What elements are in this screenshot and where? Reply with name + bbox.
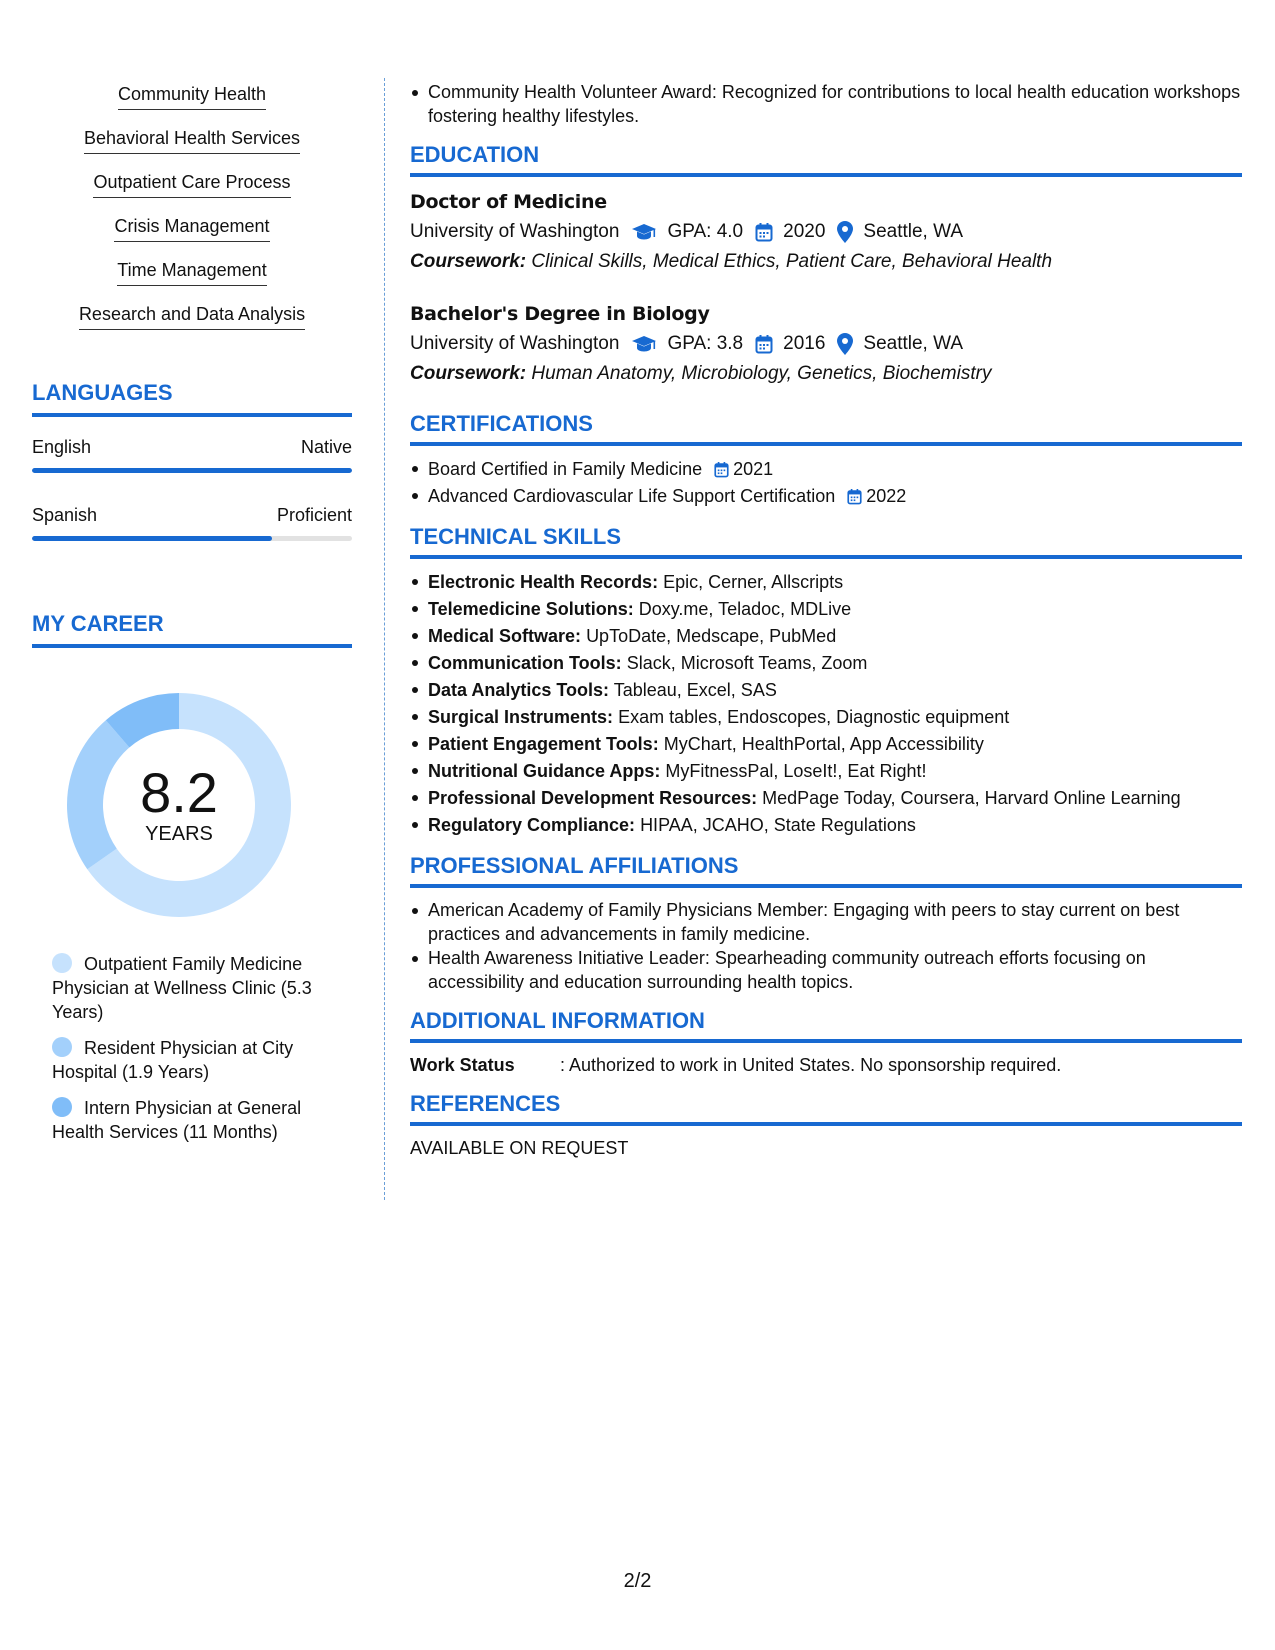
affiliations-section — [410, 853, 1242, 994]
language-item — [32, 435, 352, 473]
award-item: Community Health Volunteer Award: Recognized for contributions to local health education workshops fostering healthy lifestyles. — [410, 80, 1242, 128]
language-name: Spanish — [32, 505, 98, 525]
career-legend-item — [52, 1096, 342, 1144]
skill-label: Medical Software: — [428, 626, 582, 646]
legend-dot — [52, 1097, 72, 1117]
skill-label: Communication Tools: — [428, 653, 622, 673]
certifications-heading: CERTIFICATIONS — [410, 411, 1242, 446]
skill-label: Data Analytics Tools: — [428, 680, 610, 700]
work-status-row — [410, 1053, 1242, 1077]
degree-title: Bachelor's Degree in Biology — [410, 303, 710, 325]
skill-value: Epic, Cerner, Allscripts — [663, 572, 844, 592]
calendar-icon — [714, 461, 729, 478]
technical-skills-heading: TECHNICAL SKILLS — [410, 524, 1242, 559]
career-legend-item — [52, 1036, 342, 1084]
skill-tag: Time Management — [117, 258, 266, 286]
references-heading: REFERENCES — [410, 1091, 1242, 1126]
career-legend — [52, 952, 342, 1144]
certification-name: Advanced Cardiovascular Life Support Certification — [428, 486, 836, 506]
skill-label: Surgical Instruments: — [428, 707, 614, 727]
skill-tags — [32, 82, 352, 346]
affiliations-heading: PROFESSIONAL AFFILIATIONS — [410, 853, 1242, 888]
language-level: Proficient — [276, 505, 352, 525]
graduation-year: 2020 — [783, 221, 826, 242]
language-bar — [32, 468, 352, 473]
education-heading: EDUCATION — [410, 142, 1242, 177]
coursework-label: Coursework: — [410, 363, 527, 384]
coursework — [410, 247, 1242, 277]
skill-label: Professional Development Resources: — [428, 788, 758, 808]
page-number: 2/2 — [623, 1570, 652, 1592]
skill-label: Regulatory Compliance: — [428, 815, 636, 835]
coursework-list: Clinical Skills, Medical Ethics, Patient Care, Behavioral Health — [531, 251, 1053, 272]
additional-info-heading: ADDITIONAL INFORMATION — [410, 1008, 1242, 1043]
technical-skill-item — [410, 623, 1242, 650]
skill-value: Slack, Microsoft Teams, Zoom — [626, 653, 868, 673]
school-name: University of Washington — [410, 333, 620, 354]
career-legend-label: Intern Physician at General Health Services (11 Months) — [52, 1098, 302, 1142]
references-text: AVAILABLE ON REQUEST — [410, 1138, 629, 1158]
technical-skill-item — [410, 758, 1242, 785]
skill-value: MyChart, HealthPortal, App Accessibility — [663, 734, 984, 754]
language-bar-fill — [32, 536, 272, 541]
technical-skills-list — [410, 569, 1242, 839]
skill-label: Patient Engagement Tools: — [428, 734, 659, 754]
skill-value: Exam tables, Endoscopes, Diagnostic equipment — [618, 707, 1010, 727]
location-pin-icon — [837, 221, 853, 243]
certification-year: 2021 — [733, 459, 774, 479]
affiliations-list — [410, 898, 1242, 994]
graduation-cap-icon — [631, 223, 657, 241]
coursework — [410, 359, 1242, 389]
skill-value: HIPAA, JCAHO, State Regulations — [640, 815, 916, 835]
technical-skill-item — [410, 596, 1242, 623]
gpa: GPA: 3.8 — [667, 333, 744, 354]
affiliation-item: Health Awareness Initiative Leader: Spearheading community outreach efforts focusing on accessibility and education surrounding health topics. — [410, 946, 1242, 994]
certification-item — [410, 483, 1242, 510]
career-legend-item — [52, 952, 342, 1024]
skill-label: Nutritional Guidance Apps: — [428, 761, 661, 781]
technical-skills-section — [410, 524, 1242, 839]
references-section — [410, 1091, 1242, 1160]
affiliation-item: American Academy of Family Physicians Member: Engaging with peers to stay current on best practices and advancements in family medicine. — [410, 898, 1242, 946]
degree-title: Doctor of Medicine — [410, 191, 607, 213]
technical-skill-item — [410, 704, 1242, 731]
work-status-label: Work Status — [410, 1055, 515, 1075]
technical-skill-item — [410, 569, 1242, 596]
graduation-year: 2016 — [783, 333, 826, 354]
technical-skill-item — [410, 731, 1242, 758]
location-pin-icon — [837, 333, 853, 355]
skill-tag: Outpatient Care Process — [93, 170, 290, 198]
gpa: GPA: 4.0 — [667, 221, 744, 242]
work-status-value: : Authorized to work in United States. No sponsorship required. — [560, 1055, 1062, 1075]
education-item — [410, 187, 1242, 277]
skill-label: Telemedicine Solutions: — [428, 599, 634, 619]
left-column — [32, 82, 352, 1156]
skill-value: Doxy.me, Teladoc, MDLive — [638, 599, 852, 619]
technical-skill-item — [410, 677, 1242, 704]
school-name: University of Washington — [410, 221, 620, 242]
career-legend-label: Resident Physician at City Hospital (1.9 Years) — [52, 1038, 294, 1082]
certification-item — [410, 456, 1242, 483]
career-section — [32, 611, 352, 1144]
legend-dot — [52, 1037, 72, 1057]
language-item — [32, 503, 352, 541]
skill-value: Tableau, Excel, SAS — [613, 680, 777, 700]
education-section — [410, 142, 1242, 389]
graduation-cap-icon — [631, 335, 657, 353]
languages-section — [32, 380, 352, 541]
education-item — [410, 299, 1242, 389]
skill-value: UpToDate, Medscape, PubMed — [586, 626, 837, 646]
technical-skill-item — [410, 650, 1242, 677]
career-heading: MY CAREER — [32, 611, 352, 648]
skill-tag: Research and Data Analysis — [79, 302, 305, 330]
right-column — [410, 80, 1242, 1160]
certifications-section — [410, 411, 1242, 510]
school-location: Seattle, WA — [863, 333, 964, 354]
skill-tag: Crisis Management — [114, 214, 269, 242]
skill-value: MyFitnessPal, LoseIt!, Eat Right! — [665, 761, 927, 781]
skill-label: Electronic Health Records: — [428, 572, 659, 592]
language-bar — [32, 536, 352, 541]
technical-skill-item — [410, 785, 1242, 812]
calendar-icon — [755, 334, 773, 354]
languages-heading: LANGUAGES — [32, 380, 352, 417]
calendar-icon — [755, 222, 773, 242]
certification-year: 2022 — [866, 486, 907, 506]
coursework-list: Human Anatomy, Microbiology, Genetics, Biochemistry — [531, 363, 992, 384]
career-donut-center — [66, 692, 292, 918]
language-name: English — [32, 437, 92, 457]
skill-value: MedPage Today, Coursera, Harvard Online Learning — [762, 788, 1181, 808]
award-list — [410, 80, 1242, 128]
skill-tag: Behavioral Health Services — [84, 126, 300, 154]
certification-list — [410, 456, 1242, 510]
coursework-label: Coursework: — [410, 251, 527, 272]
school-location: Seattle, WA — [863, 221, 964, 242]
career-total: 8.2 — [140, 761, 218, 824]
career-legend-label: Outpatient Family Medicine Physician at Wellness Clinic (5.3 Years) — [52, 954, 312, 1022]
technical-skill-item — [410, 812, 1242, 839]
calendar-icon — [847, 488, 862, 505]
language-bar-fill — [32, 468, 352, 473]
additional-info-section — [410, 1008, 1242, 1077]
column-divider — [384, 78, 385, 1200]
career-unit: YEARS — [145, 823, 213, 845]
language-level: Native — [300, 437, 352, 457]
certification-name: Board Certified in Family Medicine — [428, 459, 703, 479]
skill-tag: Community Health — [118, 82, 266, 110]
career-donut — [66, 692, 292, 918]
legend-dot — [52, 953, 72, 973]
